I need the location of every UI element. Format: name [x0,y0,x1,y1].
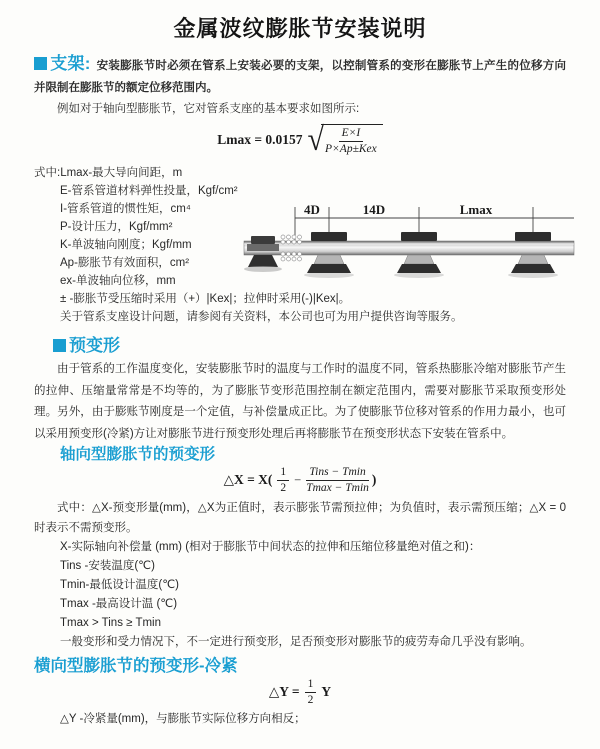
support-heading-label: 支架: [50,54,91,73]
definition-line: ± -膨胀节受压缩时采用（+）|Kex|；拉伸时采用(-)|Kex|。 [60,293,351,305]
fraction-denominator: 2 [307,693,314,706]
dimension-label-14d: 14D [362,202,386,217]
dimension-label-4d: 4D [304,202,320,217]
pipe-support-diagram [242,201,578,305]
support-intro-text: 安装膨胀节时必须在管系上安装必要的支架，以控制管系的变形在膨胀节上产生的位移方向并限制在膨胀节的额定位移范围内。 [34,60,566,94]
axial-note-line: 式中：△X-预变形量(mm)，△X为正值时，表示膨张节需预拉伸；为负值时，表示需预压缩；△X = 0时表示不需预变形。 [34,502,566,534]
closing-paren: ) [371,472,377,487]
axial-subsection-heading: 轴向型膨胀节的预变形 [60,446,216,463]
fraction-numerator: 1 [305,678,317,693]
definition-line: E-管系管道材料弹性投量，Kgf/cm² [60,185,238,197]
lateral-subsection-heading: 横向型膨胀节的预变形-冷紧 [34,657,238,675]
page-title: 金属波纹膨胀节安装说明 [173,16,427,41]
definition-line: Ap-膨胀节有效面积，cm² [60,257,190,269]
axial-note-line: Tmax > Tins ≥ Tmin [60,617,161,629]
preform-heading-label: 预变形 [69,336,120,355]
section-square-marker-icon [53,339,66,352]
lateral-note-line: △Y -冷紧量(mm)，与膨胀节实际位移方向相反； [60,713,306,725]
formula-lmax-lhs: Lmax = 0.0157 [217,132,303,147]
fraction [325,127,377,156]
radical-sign: √ [307,121,325,158]
section-square-marker-icon [34,57,47,70]
formula-lmax [0,122,600,158]
fraction-denominator: 2 [280,481,287,494]
fraction-half [277,466,289,495]
axial-note-line: Tmin-最低设计温度(℃) [60,579,179,591]
minus-operator: − [294,472,302,487]
definition-line: 式中:Lmax-最大导向间距，m [34,167,183,179]
formula-axial-lhs: △X = X( [223,472,273,487]
support-section-heading [34,54,90,73]
fraction-numerator: E×I [339,127,364,142]
fraction-denominator: P×Ap±Kex [325,143,377,155]
support-example-line: 例如对于轴向型膨胀节，它对管系支座的基本要求如图所示: [57,103,360,115]
fraction-numerator: Tins − Tmin [306,466,368,481]
document-page [0,12,600,749]
axial-note-line: 一般变形和受力情况下，不一定进行预变形，足否预变形对膨胀节的疲劳寿命几乎没有影响。 [60,636,532,648]
support-intro-paragraph [34,53,566,99]
fraction-denominator: Tmax − Tmin [306,481,369,494]
formula-lateral-preform [0,678,600,706]
definition-line: P-设计压力，Kgf/mm² [60,221,173,233]
dimension-label-lmax: Lmax [459,202,493,217]
formula-lateral-lhs: △Y = [268,684,300,699]
sqrt-content [321,124,383,156]
preform-section-heading [53,335,600,357]
axial-note-line: Tmax -最高设计温 (℃) [60,598,178,610]
definition-line: K-单波轴向刚度；Kgf/mm [60,239,192,251]
definition-line: I-管系管道的惯性矩，cm⁴ [60,203,191,215]
fraction-numerator: 1 [277,466,289,481]
fraction-temperature [306,466,369,495]
preform-paragraph: 由于管系的工作温度变化，安装膨胀节时的温度与工作时的温度不同，管系热膨胀冷缩对膨胀节产生的拉伸、压缩量常常是不均等的，为了膨胀节变形范围控制在额定范围内，需要对膨胀节采取预变形处理。另外，由于膨账节刚度是一个定值，与补偿量成正比。为了使膨胀节位移对管系的作用力最小，也可以采用预变形(冷紧)方让对膨胀节进行预变形处理后再将膨胀节在预变形状态下安装在管系中。 [34,363,566,440]
axial-note-line: Tins -安装温度(℃) [60,560,155,572]
fraction-half [305,678,317,707]
formula-axial-preform [0,465,600,495]
sqrt-expression [307,121,383,158]
axial-note-line: X-实际轴向补偿量 (mm) (相对于膨胀节中间状态的拉伸和压缩位移量绝对值之和)： [60,541,481,553]
definition-line: 关于管系支座设计问题，请参阅有关资料，本公司也可为用户提供咨询等服务。 [60,311,463,323]
definition-line: ex-单波轴向位移，mm [60,275,176,287]
formula-lateral-rhs: Y [321,684,332,699]
